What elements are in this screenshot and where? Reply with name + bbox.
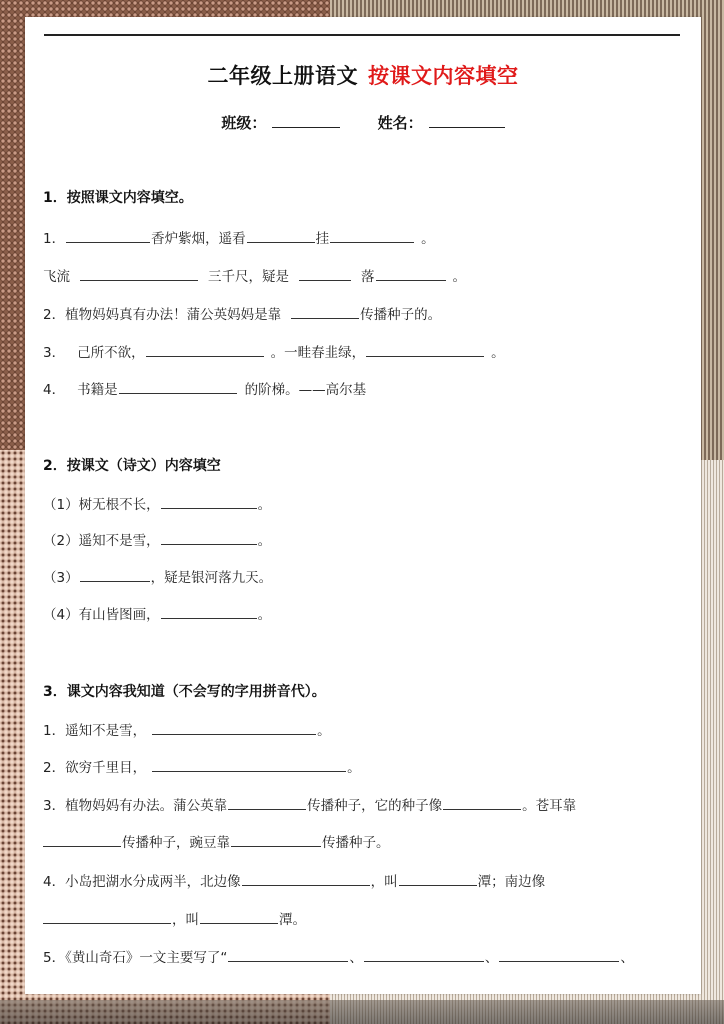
question-3-3-cont: 传播种子，豌豆靠 传播种子。 bbox=[43, 831, 390, 851]
background-bottom-edge bbox=[0, 1000, 724, 1024]
title-grade: 二年级上册语文 bbox=[207, 64, 358, 88]
worksheet-page bbox=[25, 17, 701, 994]
answer-blank[interactable] bbox=[291, 305, 359, 319]
question-2-2: （2）遥知不是雪， 。 bbox=[43, 533, 272, 549]
answer-blank[interactable] bbox=[366, 343, 484, 357]
question-1-3: 3． 己所不欲， 。一畦春韭绿， 。 bbox=[43, 345, 505, 361]
answer-blank[interactable] bbox=[161, 495, 257, 509]
question-3-5: 5．《黄山奇石》一文主要写了“ 、 、 、 bbox=[43, 950, 634, 966]
question-3-4: 4．小岛把湖水分成两半，北边像 ，叫 潭；南边像 bbox=[43, 874, 546, 890]
answer-blank[interactable] bbox=[364, 948, 484, 962]
class-field bbox=[221, 112, 340, 133]
answer-blank[interactable] bbox=[247, 229, 315, 243]
answer-blank[interactable] bbox=[80, 568, 150, 582]
answer-blank[interactable] bbox=[152, 758, 346, 772]
answer-blank[interactable] bbox=[200, 910, 278, 924]
question-3-2: 2．欲穷千里目， 。 bbox=[43, 760, 361, 776]
answer-blank[interactable] bbox=[146, 343, 264, 357]
answer-blank[interactable] bbox=[43, 910, 171, 924]
class-input-line[interactable] bbox=[272, 113, 340, 128]
answer-blank[interactable] bbox=[228, 796, 306, 810]
answer-blank[interactable] bbox=[228, 948, 348, 962]
class-label: 班级： bbox=[221, 114, 267, 132]
question-1-4: 4． 书籍是 的阶梯。——高尔基 bbox=[43, 382, 367, 398]
question-3-4-cont: ，叫 潭。 bbox=[43, 908, 306, 928]
question-3-3: 3．植物妈妈有办法。蒲公英靠 传播种子，它的种子像 。苍耳靠 bbox=[43, 798, 577, 814]
student-info bbox=[25, 112, 701, 133]
name-field bbox=[378, 112, 505, 133]
question-2-1: （1）树无根不长， 。 bbox=[43, 497, 272, 513]
title-topic: 按课文内容填空 bbox=[368, 64, 519, 88]
question-1-1: 1． 香炉紫烟，遥看 挂 。 bbox=[43, 231, 435, 247]
name-input-line[interactable] bbox=[429, 113, 505, 128]
answer-blank[interactable] bbox=[80, 267, 198, 281]
answer-blank[interactable] bbox=[43, 833, 121, 847]
section-3-title: 3．课文内容我知道（不会写的字用拼音代）。 bbox=[43, 684, 326, 700]
answer-blank[interactable] bbox=[376, 267, 446, 281]
answer-blank[interactable] bbox=[499, 948, 619, 962]
answer-blank[interactable] bbox=[119, 380, 237, 394]
answer-blank[interactable] bbox=[161, 531, 257, 545]
question-3-1: 1．遥知不是雪， 。 bbox=[43, 723, 331, 739]
answer-blank[interactable] bbox=[152, 721, 316, 735]
name-label: 姓名： bbox=[377, 114, 423, 132]
section-1-title: 1．按照课文内容填空。 bbox=[43, 190, 193, 206]
section-2-title: 2．按课文（诗文）内容填空 bbox=[43, 458, 221, 474]
question-2-3: （3） ，疑是银河落九天。 bbox=[43, 570, 273, 586]
top-rule-divider bbox=[44, 34, 680, 36]
answer-blank[interactable] bbox=[299, 267, 351, 281]
answer-blank[interactable] bbox=[399, 872, 477, 886]
page-title bbox=[25, 60, 701, 90]
question-2-4: （4）有山皆图画， 。 bbox=[43, 607, 272, 623]
answer-blank[interactable] bbox=[66, 229, 150, 243]
answer-blank[interactable] bbox=[443, 796, 521, 810]
answer-blank[interactable] bbox=[330, 229, 414, 243]
answer-blank[interactable] bbox=[231, 833, 321, 847]
answer-blank[interactable] bbox=[242, 872, 370, 886]
question-1-1-cont: 飞流 三千尺，疑是 落 。 bbox=[43, 269, 466, 285]
answer-blank[interactable] bbox=[161, 605, 257, 619]
question-1-2: 2．植物妈妈真有办法！蒲公英妈妈是靠 传播种子的。 bbox=[43, 307, 442, 323]
